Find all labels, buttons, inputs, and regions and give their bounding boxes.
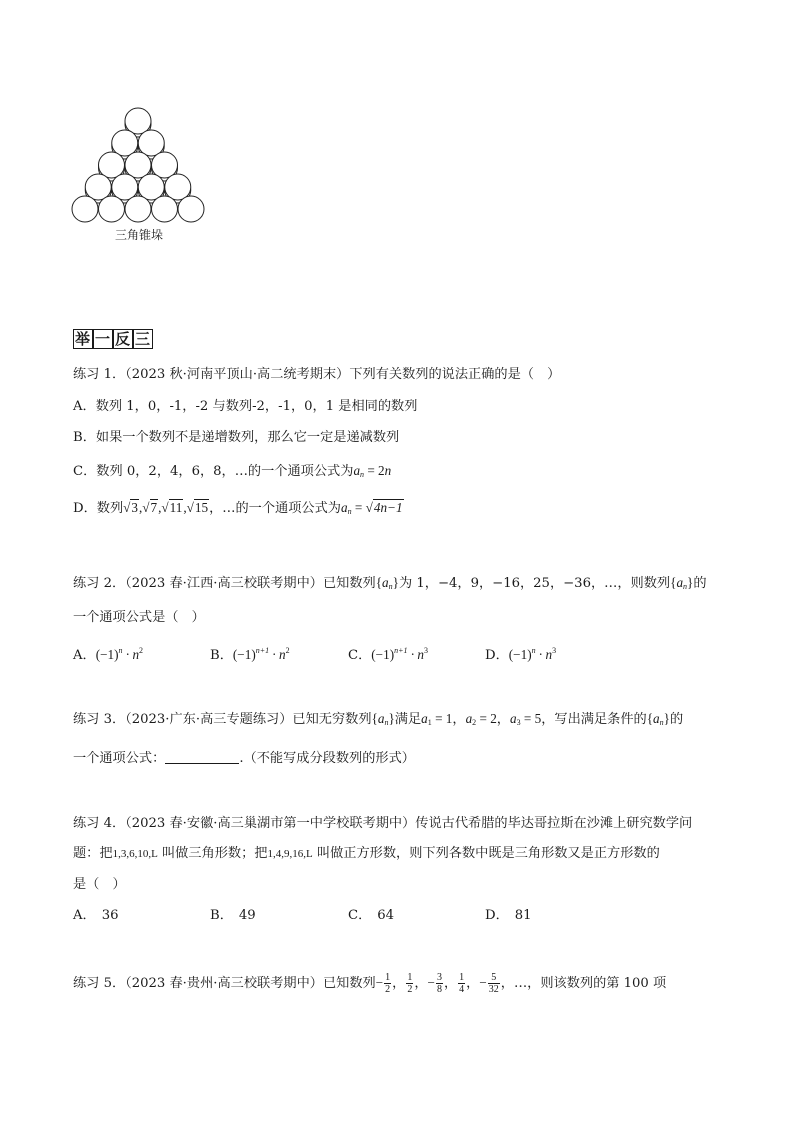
cond-sub: 3 bbox=[516, 718, 521, 727]
opt-base: (−1) bbox=[95, 647, 119, 662]
q2-option-b bbox=[210, 642, 290, 665]
fraction bbox=[406, 972, 413, 995]
option-label: B． bbox=[73, 430, 96, 445]
q4-text: 叫做正方形数，则下列各数中既是三角形数又是正方形数的 bbox=[312, 846, 660, 861]
q4-line2 bbox=[73, 845, 660, 863]
seq-sub: n bbox=[683, 582, 688, 591]
option-label: D． bbox=[485, 908, 509, 923]
q4-stem bbox=[73, 815, 692, 833]
q5-source: （2023 春·贵州·高三校联考期中） bbox=[125, 976, 323, 991]
cond-rhs: = 2 bbox=[476, 711, 497, 726]
q3-prefix: 练习 3． bbox=[73, 712, 126, 727]
sphere bbox=[99, 152, 125, 178]
q4-text: 传说古代希腊的毕达哥拉斯在沙滩上研究数学问 bbox=[415, 816, 693, 831]
fraction bbox=[488, 972, 500, 995]
q3-stem: 练习 3．（2023·广东·高三专题练习）已知无穷数列$\{a_n\}$满足$a_1 = 1$，$a_2 = 2$，$a_3 = 5$，写出满足条件的$\{a_n\}$的 bbox=[73, 711, 684, 727]
term bbox=[405, 972, 414, 995]
seq-a: a bbox=[676, 575, 684, 590]
option-value: 36 bbox=[101, 908, 119, 923]
formula-sub: n bbox=[360, 470, 365, 479]
q2-option-d bbox=[485, 642, 556, 665]
radicand: 4n−1 bbox=[373, 500, 403, 515]
formula-a: a bbox=[353, 463, 361, 478]
sqrt-term: √7 bbox=[142, 500, 158, 515]
numerator: 5 bbox=[488, 972, 500, 984]
q1-source: （2023 秋·河南平顶山·高二统考期末） bbox=[125, 367, 350, 382]
opt-rest: · n bbox=[407, 647, 424, 662]
option-text: 如果一个数列不是递增数列，那么它一定是递减数列 bbox=[95, 430, 400, 445]
opt-rest: · n bbox=[269, 647, 286, 662]
sphere bbox=[85, 174, 111, 200]
formula-rhs: = 2 bbox=[364, 463, 385, 478]
q4-line3: 是（ ） bbox=[73, 877, 126, 892]
option-label: C． bbox=[348, 648, 372, 663]
option-value: 49 bbox=[238, 908, 256, 923]
cond-a: a bbox=[421, 711, 428, 726]
q2-source: （2023 春·江西·高三校联考期中） bbox=[125, 576, 323, 591]
option-label: A． bbox=[73, 908, 96, 923]
q1-option-b bbox=[73, 429, 399, 447]
seq-sub: n bbox=[384, 718, 389, 727]
numerator: 1 bbox=[385, 972, 391, 983]
sphere bbox=[138, 130, 164, 156]
term bbox=[479, 972, 500, 995]
q2-option-c bbox=[348, 642, 428, 665]
option-label: D． bbox=[485, 648, 509, 663]
q3-text: 满足 bbox=[394, 712, 422, 727]
q3-line2 bbox=[73, 749, 415, 768]
separator: ， bbox=[392, 976, 406, 991]
option-text: 数列 bbox=[96, 501, 124, 516]
q3-text: ，写出满足条件的 bbox=[541, 712, 647, 727]
opt-rexp: 2 bbox=[285, 646, 290, 655]
separator: ， bbox=[414, 976, 428, 991]
q1-question: 下列有关数列的说法正确的是（ ） bbox=[349, 367, 561, 382]
term-sign: − bbox=[427, 975, 435, 990]
q5-text: 已知数列 bbox=[322, 976, 376, 991]
seq-sub: n bbox=[388, 582, 393, 591]
option-label: C． bbox=[73, 464, 97, 479]
option-value: 81 bbox=[514, 908, 532, 923]
figure-caption: 三角锥垛 bbox=[115, 228, 164, 242]
sphere bbox=[138, 174, 164, 200]
q5-stem bbox=[73, 972, 666, 995]
option-value: 64 bbox=[377, 908, 395, 923]
q4-text: 叫做三角形数；把 bbox=[157, 846, 268, 861]
option-label: A． bbox=[73, 399, 96, 414]
denominator: 4 bbox=[459, 984, 465, 995]
q2-text: 已知数列 bbox=[322, 576, 376, 591]
sphere bbox=[112, 130, 138, 156]
answer-blank[interactable] bbox=[165, 749, 239, 764]
opt-rexp: 3 bbox=[424, 646, 428, 655]
sqrt-term: √11 bbox=[161, 500, 183, 515]
q2-stem: 练习 2．（2023 春·江西·高三校联考期中）已知数列$\{a_n\}$为 1，−4，9，−16，25，−36，…，则数列$\{a_n\}$的 bbox=[73, 575, 707, 591]
seq-a: a bbox=[382, 575, 389, 590]
radicand: 3 bbox=[131, 500, 138, 515]
cond-a: a bbox=[509, 711, 517, 726]
separator: ， bbox=[443, 976, 458, 991]
option-label: B． bbox=[210, 908, 233, 923]
cond-sub: 1 bbox=[427, 718, 432, 727]
seq-sub: n bbox=[659, 718, 664, 727]
q4-option-d bbox=[485, 907, 532, 925]
sphere bbox=[152, 152, 178, 178]
seq-a: a bbox=[377, 711, 385, 726]
seq-square: 1,4,9,16,L bbox=[267, 848, 313, 860]
q3-text: 的 bbox=[669, 712, 684, 727]
sphere bbox=[99, 196, 125, 222]
sphere bbox=[112, 174, 138, 200]
q4-option-a bbox=[73, 907, 119, 925]
formula-eq: = bbox=[351, 500, 366, 515]
opt-base: (−1) bbox=[232, 647, 256, 662]
term bbox=[457, 972, 466, 995]
q5-text: ，…，则该数列的第 100 项 bbox=[500, 976, 667, 991]
option-text: ，…的一个通项公式为 bbox=[209, 501, 341, 516]
q1-option-d: D．数列√3,√7,√11,√15，…的一个通项公式为$a_n = √4n-1$ bbox=[73, 500, 403, 516]
sphere bbox=[178, 196, 204, 222]
q2-text: 为 1，−4，9，−16，25，−36，…，则数列 bbox=[398, 576, 671, 591]
cond-sub: 2 bbox=[472, 718, 477, 727]
heading-char: 三 bbox=[135, 330, 152, 348]
pile-drawing bbox=[70, 94, 210, 224]
sphere bbox=[165, 174, 191, 200]
q1-prefix: 练习 1． bbox=[73, 367, 126, 382]
formula-sub: n bbox=[347, 507, 352, 516]
option-label: C． bbox=[348, 908, 372, 923]
fraction bbox=[436, 972, 443, 995]
denominator: 2 bbox=[385, 984, 391, 995]
denominator: 2 bbox=[407, 984, 413, 995]
q4-text: 题：把 bbox=[73, 846, 113, 861]
opt-rest: · n bbox=[122, 647, 140, 662]
numerator: 3 bbox=[436, 972, 442, 983]
q3-source: （2023·广东·高三专题练习） bbox=[125, 712, 293, 727]
term-sign: − bbox=[479, 975, 487, 990]
sqrt-term: √15 bbox=[186, 500, 209, 515]
opt-base: (−1) bbox=[371, 647, 395, 662]
term bbox=[427, 972, 444, 995]
cond-rhs: = 1 bbox=[431, 711, 453, 726]
q3-text: .（不能写成分段数列的形式） bbox=[239, 751, 415, 766]
radicand: 11 bbox=[169, 500, 183, 515]
q3-text: 已知无穷数列 bbox=[292, 712, 372, 727]
sphere bbox=[125, 108, 151, 134]
opt-rexp: 2 bbox=[139, 646, 144, 655]
fraction bbox=[384, 972, 391, 995]
q2-option-a bbox=[73, 642, 143, 665]
opt-exp: n+1 bbox=[394, 646, 408, 655]
heading-char: 一 bbox=[95, 330, 112, 348]
denominator: 32 bbox=[488, 984, 499, 995]
q4-option-c bbox=[348, 907, 394, 925]
opt-exp: n bbox=[118, 646, 123, 655]
opt-base: (−1) bbox=[508, 647, 532, 662]
radicand: 15 bbox=[194, 500, 209, 515]
q4-source: （2023 春·安徽·高三巢湖市第一中学校联考期中） bbox=[125, 816, 416, 831]
opt-rexp: 3 bbox=[552, 646, 557, 655]
numerator: 1 bbox=[459, 972, 465, 983]
opt-exp: n bbox=[531, 646, 536, 655]
fraction bbox=[458, 972, 465, 995]
section-heading bbox=[73, 328, 153, 349]
q2-stem-line2: 一个通项公式是（ ） bbox=[73, 610, 205, 625]
q4-option-b bbox=[210, 907, 256, 925]
numerator: 1 bbox=[407, 972, 413, 983]
q5-prefix: 练习 5． bbox=[73, 976, 126, 991]
term bbox=[375, 972, 392, 995]
sphere bbox=[152, 196, 178, 222]
q4-prefix: 练习 4． bbox=[73, 816, 126, 831]
sphere bbox=[72, 196, 98, 222]
q2-text: 的 bbox=[693, 576, 707, 591]
formula-n: n bbox=[384, 463, 392, 478]
option-text: 数列 1，0，-1，-2 与数列-2，-1，0，1 是相同的数列 bbox=[95, 399, 418, 414]
formula-a: a bbox=[340, 500, 348, 515]
seq-triangular: 1,3,6,10,L bbox=[112, 848, 158, 860]
opt-exp: n+1 bbox=[255, 646, 270, 655]
q2-prefix: 练习 2． bbox=[73, 576, 126, 591]
option-label: B． bbox=[210, 648, 233, 663]
q1-stem bbox=[73, 366, 560, 384]
option-label: A． bbox=[73, 648, 96, 663]
term-sign: − bbox=[375, 975, 384, 990]
sphere bbox=[125, 196, 151, 222]
triangular-pile-figure bbox=[70, 94, 210, 244]
sqrt-term: √3 bbox=[123, 500, 138, 515]
heading-char: 反 bbox=[115, 330, 132, 348]
radicand: 7 bbox=[150, 500, 158, 515]
denominator: 8 bbox=[436, 984, 442, 995]
cond-a: a bbox=[465, 711, 473, 726]
q1-option-a bbox=[73, 398, 417, 416]
seq-a: a bbox=[653, 711, 660, 726]
option-text: 数列 0，2，4，6，8，…的一个通项公式为 bbox=[96, 464, 354, 479]
sphere bbox=[125, 152, 151, 178]
separator: ， bbox=[466, 976, 480, 991]
option-label: D． bbox=[73, 501, 97, 516]
cond-rhs: = 5 bbox=[520, 711, 542, 726]
q3-text: 一个通项公式： bbox=[73, 751, 166, 766]
opt-rest: · n bbox=[535, 647, 553, 662]
heading-char: 举 bbox=[75, 330, 92, 348]
q1-option-c bbox=[73, 462, 391, 484]
sqrt-term: √4n−1 bbox=[365, 500, 403, 515]
